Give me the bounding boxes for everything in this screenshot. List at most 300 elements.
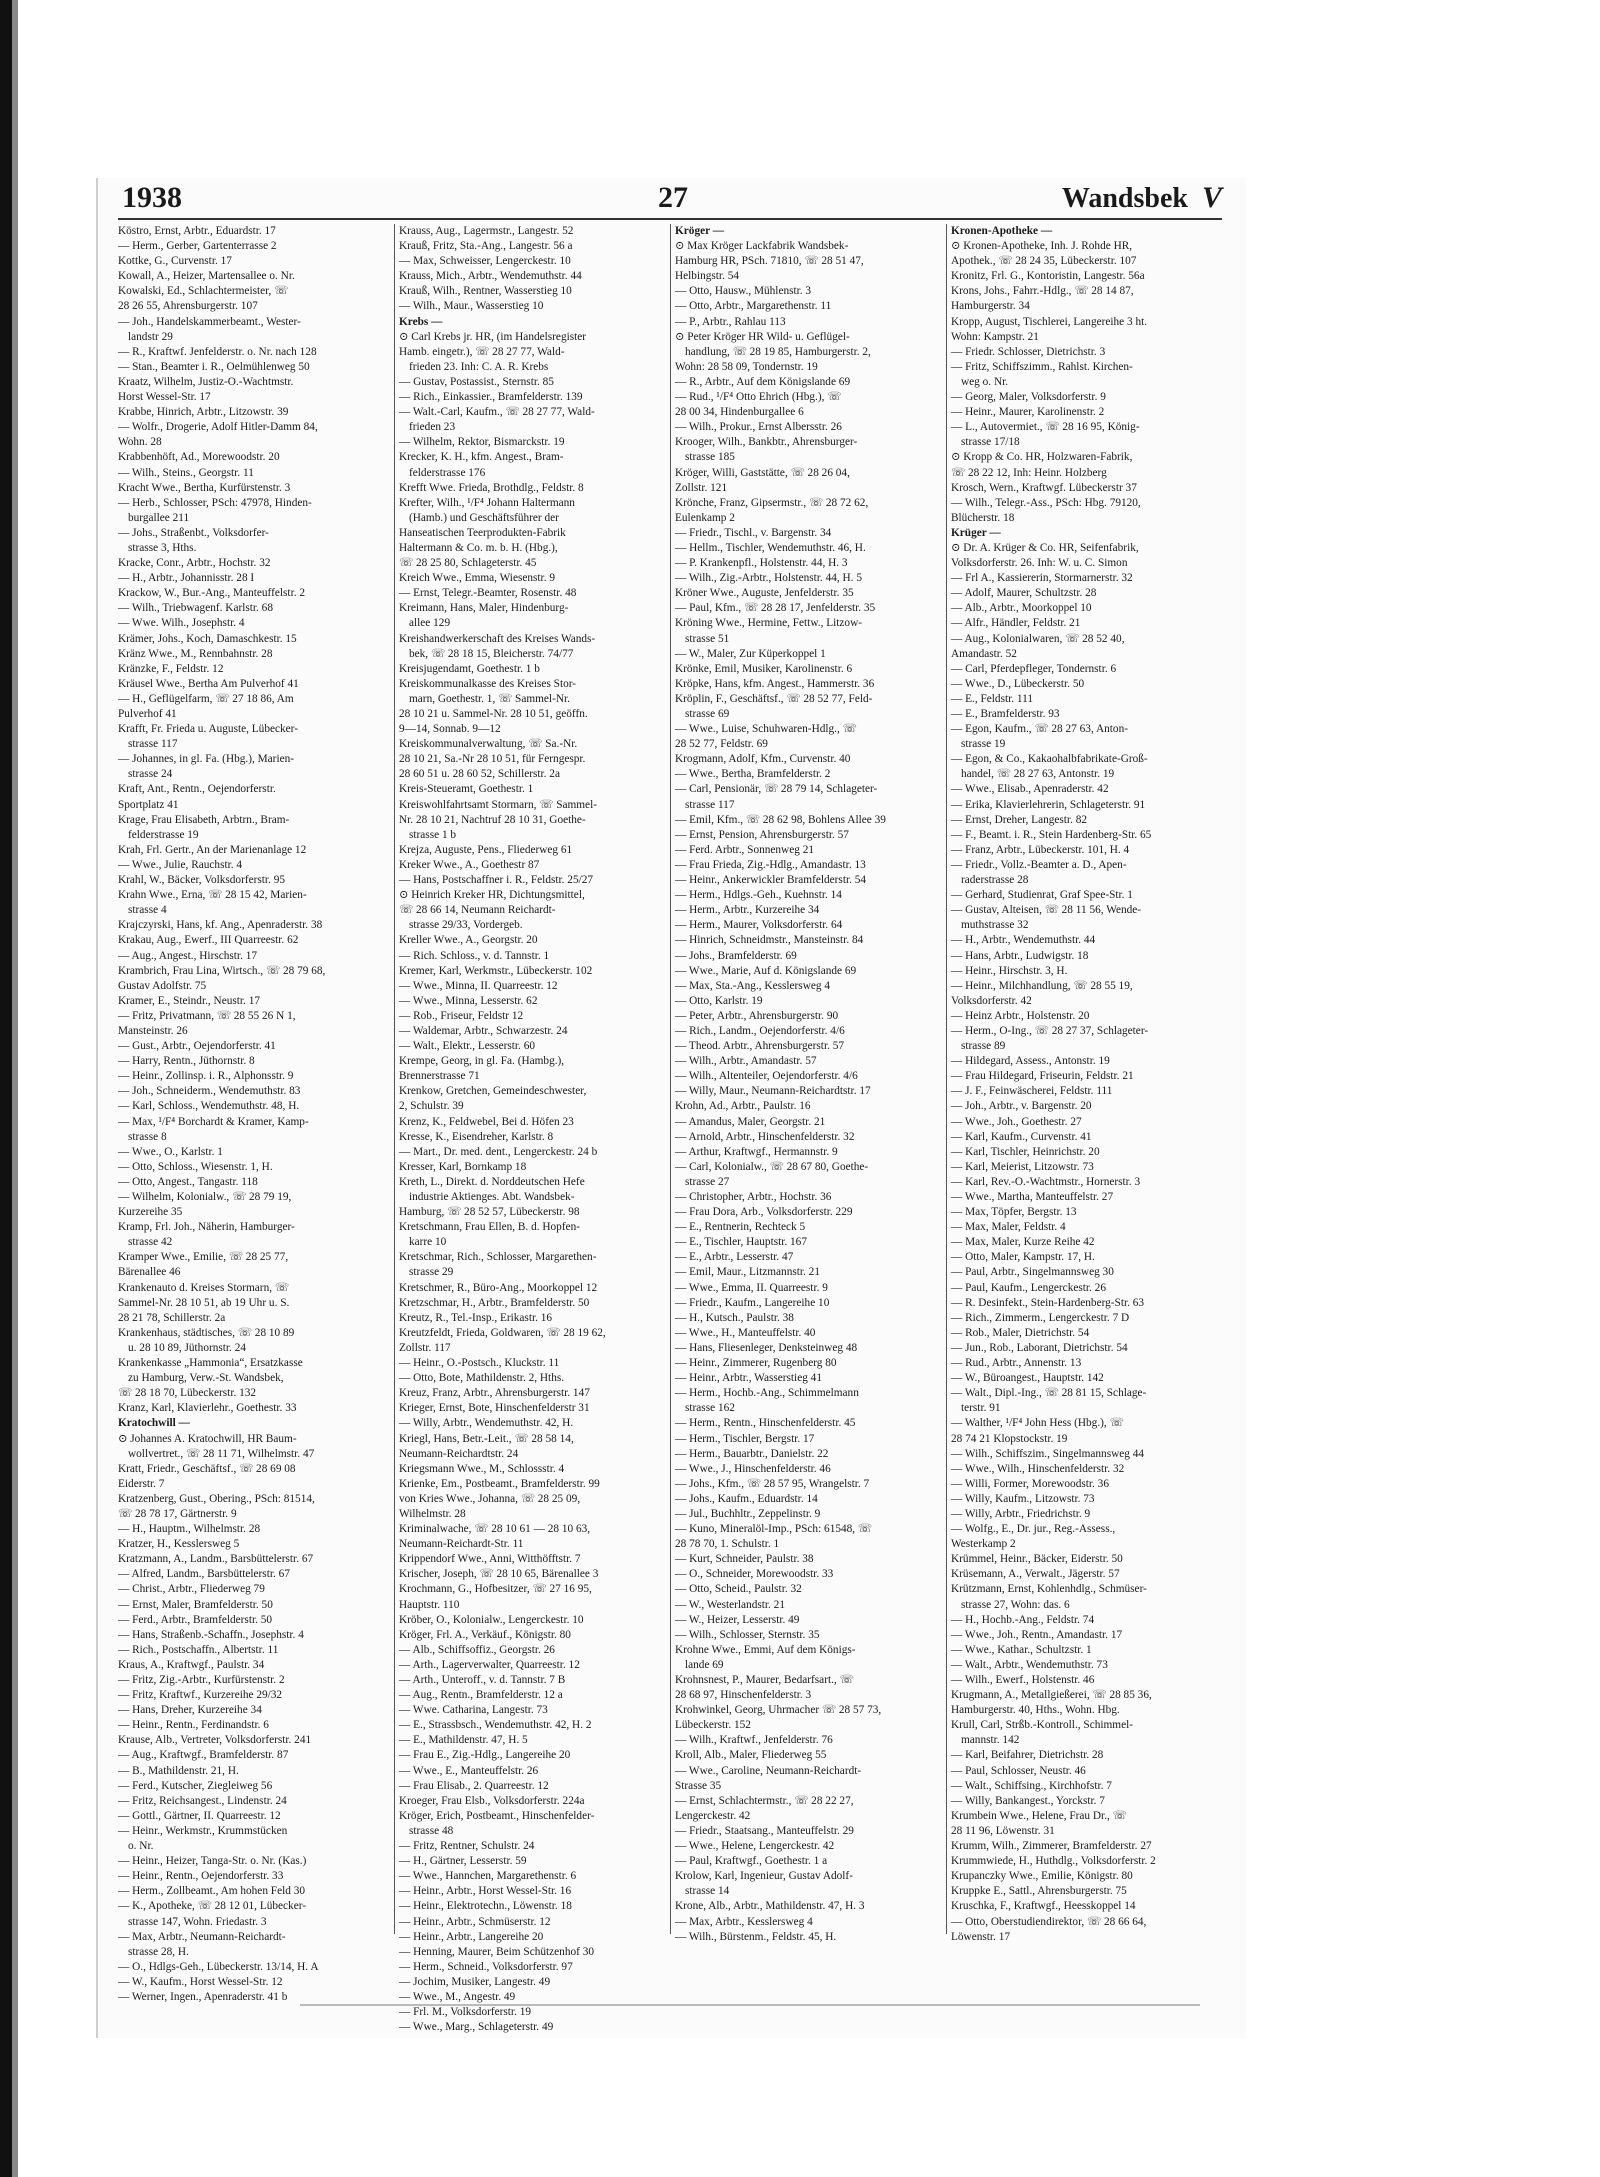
directory-entry-line: — Heinr., Arbtr., Langereihe 20 [399,1930,544,1943]
directory-entry-line: 28 68 97, Hinschenfelderstr. 3 [675,1689,812,1702]
directory-entry-line: Krummwiede, H., Huthdlg., Volksdorferstr. 2 [951,1855,1156,1868]
directory-entry-line: Krefft Wwe. Frieda, Brothdlg., Feldstr. 8 [399,481,584,494]
directory-entry-line: — Wwe., Wilh., Hinschenfelderstr. 32 [951,1462,1125,1475]
directory-entry-line: strasse 14 [685,1885,730,1898]
directory-entry-line: Haltermann & Co. m. b. H. (Hbg.), [399,541,558,554]
directory-entry-line: — Ernst, Dreher, Langestr. 82 [951,813,1088,826]
directory-entry-line: Pulverhof 41 [118,708,177,720]
directory-entry-line: Kröger, Frl. A., Verkäuf., Königstr. 80 [399,1628,571,1641]
directory-entry-line: Kraus, A., Kraftwgf., Paulstr. 34 [118,1658,265,1671]
directory-entry-line: Krolow, Karl, Ingenieur, Gustav Adolf- [675,1870,853,1883]
directory-entry-line: allee 129 [409,617,451,630]
directory-entry-line: — Theod. Arbtr., Ahrensburgerstr. 57 [675,1040,845,1053]
directory-entry-line: Krönke, Emil, Musiker, Karolinenstr. 6 [675,662,853,675]
directory-entry-line: — Wwe., Helene, Lengerckestr. 42 [675,1840,835,1853]
directory-entry-line: — Paul, Kaufm., Lengerckestr. 26 [951,1281,1106,1294]
directory-entry-line: Krienke, Em., Postbeamt., Bramfelderstr. 99 [399,1477,600,1490]
directory-entry-line: 28 74 21 Klopstockstr. 19 [951,1432,1068,1445]
volume-mark: V [1201,181,1222,214]
directory-entry-line: — Otto, Schloss., Wiesenstr. 1, H. [118,1160,273,1173]
directory-entry-line: Krauss, Mich., Arbtr., Wendemuthstr. 44 [399,270,582,283]
directory-entry-line: Kruschka, F., Kraftwgf., Heesskoppel 14 [951,1900,1136,1913]
directory-entry-line: — Wilh., Zig.-Arbtr., Holstenstr. 44, H. 5 [675,572,862,585]
directory-entry-line: — Otto, Hausw., Mühlenstr. 3 [675,285,812,298]
directory-entry-line: — Hellm., Tischler, Wendemuthstr. 46, H. [675,541,866,554]
directory-entry-line: — Rich. Schloss., v. d. Tannstr. 1 [399,949,550,962]
directory-entry-line: — Max, ¹/F⁴ Borchardt & Kramer, Kamp- [118,1115,309,1128]
directory-entry-line: — H., Hochb.-Ang., Feldstr. 74 [951,1613,1095,1626]
directory-entry-line: — Walther, ¹/F⁴ John Hess (Hbg.), ☏ [951,1417,1124,1430]
directory-entry-line: 28 78 70, 1. Schulstr. 1 [675,1538,780,1551]
directory-entry-line: — Heinr., Maurer, Karolinenstr. 2 [951,406,1105,419]
directory-entry-line: — Egon, & Co., Kakaohalbfabrikate-Groß- [951,753,1148,766]
directory-entry-line: Kröber, O., Kolonialw., Lengerckestr. 10 [399,1613,584,1626]
directory-entry-line: — Aug., Kolonialwaren, ☏ 28 52 40, [951,632,1125,645]
directory-entry-line: Horst Wessel-Str. 17 [118,391,211,404]
directory-entry-line: — F., Beamt. i. R., Stein Hardenberg-Str. 65 [951,828,1152,841]
directory-entry-line: — H., Geflügelfarm, ☏ 27 18 86, Am [118,692,294,705]
directory-entry-line: Kreimann, Hans, Maler, Hindenburg- [399,602,569,615]
directory-entry-line: — P. Krankenpfl., Holstenstr. 44, H. 3 [675,557,848,570]
directory-entry-line: Kreisjugendamt, Goethestr. 1 b [399,662,540,675]
directory-entry-line: strasse 19 [961,738,1006,751]
directory-entry-line: von Kries Wwe., Johanna, ☏ 28 25 09, [399,1492,581,1505]
directory-entry-line: Kreuz, Franz, Arbtr., Ahrensburgerstr. 147 [399,1387,590,1400]
directory-entry-line: ⊙ Max Kröger Lackfabrik Wandsbek- [675,240,849,253]
directory-entry-line: Kröplin, F., Geschäftsf., ☏ 28 52 77, Feld- [675,692,873,705]
directory-entry-line: — Walt.-Carl, Kaufm., ☏ 28 27 77, Wald- [399,406,595,419]
directory-entry-line: — Heinr., Werkmstr., Krummstücken [118,1824,288,1837]
directory-entry-line: Kröner Wwe., Auguste, Jenfelderstr. 35 [675,587,854,600]
directory-entry-line: — Heinr., Hirschstr. 3, H. [951,964,1068,977]
directory-entry-line: — H., Hauptm., Wilhelmstr. 28 [118,1523,261,1536]
directory-entry-line: — Wwe., Julie, Rauchstr. 4 [118,858,243,871]
directory-entry-line: — H., Kutsch., Paulstr. 38 [675,1311,794,1324]
directory-entry-line: Krohn, Ad., Arbtr., Paulstr. 16 [675,1100,811,1113]
directory-entry-line: — Gerhard, Studienrat, Graf Spee-Str. 1 [951,889,1133,902]
directory-entry-line: — E., Feldstr. 111 [951,692,1034,705]
directory-entry-line: — Willy, Kaufm., Litzowstr. 73 [951,1492,1095,1505]
directory-entry-line: ⊙ Kropp & Co. HR, Holzwaren-Fabrik, [951,451,1133,464]
directory-entry-line: 28 52 77, Feldstr. 69 [675,738,768,751]
directory-entry-line: — Arth., Lagerverwalter, Quarreestr. 12 [399,1658,580,1671]
directory-entry-line: — Wilhelm, Rektor, Bismarckstr. 19 [399,436,565,449]
directory-entry-line: — Ernst, Maler, Bramfelderstr. 50 [118,1598,273,1611]
page-header [122,181,1222,215]
directory-entry-line: Kräusel Wwe., Bertha Am Pulverhof 41 [118,677,299,690]
directory-entry-line: — W., Büroangest., Hauptstr. 142 [951,1372,1104,1385]
directory-entry-line: Köstro, Ernst, Arbtr., Eduardstr. 17 [118,225,276,237]
directory-entry-line: — Heinr., Arbtr., Schmüserstr. 12 [399,1915,551,1928]
directory-entry-line: — Frau Frieda, Zig.-Hdlg., Amandastr. 13 [675,858,866,871]
directory-entry-line: — Willy, Arbtr., Wendemuthstr. 42, H. [399,1417,574,1430]
directory-entry-line: Krah, Frl. Gertr., An der Marienanlage 12 [118,843,307,856]
directory-entry-line: — E., Tischler, Hauptstr. 167 [675,1236,807,1249]
directory-entry-line: — Wilh., Prokur., Ernst Albersstr. 26 [675,421,842,434]
directory-entry-line: — Herm., Hdlgs.-Geh., Kuehnstr. 14 [675,889,842,902]
directory-entry-line: Krooger, Wilh., Bankbtr., Ahrensburger- [675,436,858,449]
directory-entry-line: Krause, Alb., Vertreter, Volksdorferstr. 241 [118,1734,312,1747]
directory-entry-line: lande 69 [685,1658,724,1671]
directory-entry-line: Kröger, Willi, Gaststätte, ☏ 28 26 04, [675,466,850,479]
directory-entry-line: Löwenstr. 17 [951,1930,1010,1943]
directory-entry-line: Krosch, Wern., Kraftwgf. Lübeckerstr 37 [951,481,1137,494]
directory-entry-line: — Wwe., E., Manteuffelstr. 26 [399,1764,539,1777]
directory-entry-line: Apothek., ☏ 28 24 35, Lübeckerstr. 107 [951,255,1137,268]
directory-entry-line: — Stan., Beamter i. R., Oelmühlenweg 50 [118,360,310,373]
directory-entry-line: — Otto, Angest., Tangastr. 118 [118,1175,258,1188]
directory-entry-line: Neumann-Reichardtstr. 24 [399,1447,519,1460]
directory-entry-line: — Fritz, Kraftwf., Kurzereihe 29/32 [118,1689,283,1702]
directory-entry-line: — H., Arbtr., Wendemuthstr. 44 [951,934,1096,947]
directory-entry-line: — Wolfg., E., Dr. jur., Reg.-Assess., [951,1523,1116,1536]
directory-entry-line: Kruppke E., Sattl., Ahrensburgerstr. 75 [951,1885,1127,1898]
directory-entry-line: ⊙ Peter Kröger HR Wild- u. Geflügel- [675,330,850,343]
directory-entry-line: Krupanczky Wwe., Emilie, Königstr. 80 [951,1870,1133,1883]
directory-entry-line: Kremer, Karl, Werkmstr., Lübeckerstr. 102 [399,964,593,977]
directory-entry-line: — Joh., Handelskammerbeamt., Wester- [118,315,301,328]
directory-entry-line: Kramp, Frl. Joh., Näherin, Hamburger- [118,1221,295,1234]
directory-entry-line: — Walt., Arbtr., Wendemuthstr. 73 [951,1658,1108,1671]
directory-entry-line: ⊙ Johannes A. Kratochwill, HR Baum- [118,1432,297,1445]
directory-entry-line: Blücherstr. 18 [951,511,1015,524]
directory-entry-line: Volksdorferstr. 42 [951,994,1032,1007]
directory-entry-line: Krümmel, Heinr., Bäcker, Eiderstr. 50 [951,1553,1123,1566]
directory-entry-line: — Erika, Klavierlehrerin, Schlageterstr. 91 [951,798,1146,811]
directory-entry-line: — Paul, Arbtr., Singelmannsweg 30 [951,1266,1114,1279]
directory-entry-line: — Wilh., Arbtr., Amandastr. 57 [675,1055,817,1068]
directory-entry-line: 28 26 55, Ahrensburgerstr. 107 [118,300,258,313]
directory-entry-line: Kreiskommunalkasse des Kreises Stor- [399,677,577,690]
directory-entry-line: — Wwe., J., Hinschenfelderstr. 46 [675,1462,831,1475]
directory-entry-line: Krützmann, Ernst, Kohlenhdlg., Schmüser- [951,1583,1147,1596]
directory-entry-line: — Johs., Bramfelderstr. 69 [675,949,797,962]
directory-entry-line: strasse 117 [685,798,735,811]
directory-entry-line: landstr 29 [128,330,173,343]
directory-entry-line: — Heinr., Zimmerer, Rugenberg 80 [675,1357,837,1370]
directory-entry-line: — Wwe., Elisab., Apenraderstr. 42 [951,783,1109,796]
directory-entry-line: — Hans, Dreher, Kurzereihe 34 [118,1704,262,1717]
directory-entry-line: Kreiskommunalverwaltung, ☏ Sa.-Nr. [399,738,578,751]
directory-entry-line: 28 00 34, Hindenburgallee 6 [675,406,804,419]
directory-entry-line: Kracht Wwe., Bertha, Kurfürstenstr. 3 [118,481,291,494]
directory-entry-line: Kretzschmar, H., Arbtr., Bramfelderstr. 50 [399,1296,590,1309]
directory-entry-line: strasse 117 [128,738,178,751]
directory-entry-line: felderstrasse 19 [128,828,199,841]
directory-entry-line: Lübeckerstr. 152 [675,1719,751,1732]
directory-entry-line: Krankenkasse „Hammonia“, Ersatzkasse [118,1357,303,1370]
directory-entry-line: — Karl, Meierist, Litzowstr. 73 [951,1160,1094,1173]
directory-entry-line: — Wwe. Catharina, Langestr. 73 [399,1704,548,1717]
directory-column-3 [670,224,943,1943]
directory-entry-line: Kurzereihe 35 [118,1206,183,1219]
directory-entry-line: Kracke, Conr., Arbtr., Hochstr. 32 [118,557,271,570]
directory-entry-line: — Wwe. Wilh., Josephstr. 4 [118,617,245,630]
directory-entry-line: Lengerckestr. 42 [675,1809,751,1822]
directory-entry-line: Hanseatischen Teerprodukten-Fabrik [399,526,566,539]
scan-edge-gray [12,0,18,2177]
directory-entry-line: — Gustav, Postassist., Sternstr. 85 [399,375,554,388]
directory-entry-line: — Ferd., Kutscher, Ziegleiweg 56 [118,1779,273,1792]
directory-entry-line: — Carl, Pferdepfleger, Tondernstr. 6 [951,662,1117,675]
directory-entry-line: — Friedr., Tischl., v. Bargenstr. 34 [675,526,832,539]
directory-entry-line: — Alfred, Landm., Barsbüttelerstr. 67 [118,1568,290,1581]
directory-entry-line: Kreishandwerkerschaft des Kreises Wands- [399,632,596,645]
directory-entry-line: Wohn. 28 [118,436,162,449]
directory-entry-line: Krefter, Wilh., ¹/F⁴ Johann Haltermann [399,496,575,509]
directory-entry-line: Eulenkamp 2 [675,511,735,524]
directory-entry-line: strasse 27, Wohn: das. 6 [961,1598,1070,1611]
directory-entry-line: — Wilh., Kraftwf., Jenfelderstr. 76 [675,1734,833,1747]
directory-entry-line: — Gust., Arbtr., Oejendorferstr. 41 [118,1040,276,1053]
directory-entry-line: Kronen-Apotheke — [951,225,1053,237]
directory-entry-line: — Herm., O-Ing., ☏ 28 27 37, Schlageter- [951,1024,1149,1037]
directory-entry-line: — Herm., Rentn., Hinschenfelderstr. 45 [675,1417,856,1430]
directory-entry-line: — Karl, Tischler, Heinrichstr. 20 [951,1145,1100,1158]
directory-entry-line: strasse 27 [685,1175,730,1188]
place-name: Wandsbek [1061,183,1188,214]
page-year: 1938 [122,181,182,214]
directory-entry-line: — E., Arbtr., Lesserstr. 47 [675,1251,794,1264]
directory-entry-line: — Ferd. Arbtr., Sonnenweg 21 [675,843,815,856]
directory-entry-line: Nr. 28 10 21, Nachtruf 28 10 31, Goethe- [399,813,586,826]
directory-entry-line: — Ernst, Pension, Ahrensburgerstr. 57 [675,828,849,841]
directory-entry-line: Krahl, W., Bäcker, Volksdorferstr. 95 [118,874,285,887]
directory-entry-line: Zollstr. 121 [675,481,728,494]
directory-entry-line: — Jul., Buchhltr., Zeppelinstr. 9 [675,1507,821,1520]
directory-entry-line: strasse 48 [409,1824,454,1837]
directory-entry-line: — Heinr., O.-Postsch., Kluckstr. 11 [399,1357,560,1370]
directory-entry-line: — Wwe., Luise, Schuhwaren-Hdlg., ☏ [675,723,857,736]
directory-entry-line: Hamburg, ☏ 28 52 57, Lübeckerstr. 98 [399,1206,580,1219]
directory-entry-line: — P., Arbtr., Rahlau 113 [675,315,786,328]
directory-entry-line: Kramper Wwe., Emilie, ☏ 28 25 77, [118,1251,289,1264]
directory-entry-line: Wohn: Kampstr. 21 [951,330,1039,343]
directory-column-4 [946,224,1219,1943]
directory-entry-line: — W., Kaufm., Horst Wessel-Str. 12 [118,1975,283,1988]
directory-entry-line: — R., Kraftwf. Jenfelderstr. o. Nr. nach 128 [118,345,317,358]
directory-entry-line: — O., Hdlgs-Geh., Lübeckerstr. 13/14, H. A [118,1960,319,1973]
directory-entry-line: — Rob., Maler, Dietrichstr. 54 [951,1326,1090,1339]
directory-entry-line: Gustav Adolfstr. 75 [118,979,207,992]
directory-entry-line: strasse 69 [685,708,730,720]
directory-entry-line: — J. F., Feinwäscherei, Feldstr. 111 [951,1085,1113,1098]
directory-entry-line: — Walt., Elektr., Lesserstr. 60 [399,1040,535,1053]
directory-entry-line: — Wwe., Hannchen, Margarethenstr. 6 [399,1870,577,1883]
directory-entry-line: frieden 23 [409,421,456,434]
directory-entry-line: — Wwe., Martha, Manteuffelstr. 27 [951,1191,1114,1203]
directory-entry-line: — Heinr., Elektrotechn., Löwenstr. 18 [399,1900,572,1913]
directory-entry-line: — Franz, Arbtr., Lübeckerstr. 101, H. 4 [951,843,1130,856]
scan-edge-dark [0,0,12,2177]
directory-entry-line: terstr. 91 [961,1402,1001,1415]
directory-entry-line: Krenz, K., Feldwebel, Bei d. Höfen 23 [399,1115,574,1128]
directory-entry-line: — Karl, Rev.-O.-Wachtmstr., Hornerstr. 3 [951,1175,1141,1188]
directory-entry-line: Kreis-Steueramt, Goethestr. 1 [399,783,534,796]
directory-entry-line: Kronitz, Frl. G., Kontoristin, Langestr. 56a [951,270,1145,283]
footer-rule [300,2004,1200,2006]
directory-entry-line: Bärenallee 46 [118,1266,181,1279]
directory-entry-line: — Hinrich, Schneidmstr., Mansteinstr. 84 [675,934,864,947]
directory-entry-line: — R., Arbtr., Auf dem Königslande 69 [675,375,851,388]
directory-entry-line: Kratochwill — [118,1417,190,1430]
directory-entry-line: — Fritz, Schiffszimm., Rahlst. Kirchen- [951,360,1133,373]
directory-entry-line: — E., Rentnerin, Rechteck 5 [675,1221,806,1234]
directory-entry-line: — H., Gärtner, Lesserstr. 59 [399,1855,527,1868]
directory-entry-line: Krafft, Fr. Frieda u. Auguste, Lübecker- [118,723,298,736]
directory-entry-line: Krebs — [399,315,443,328]
directory-entry-line: — B., Mathildenstr. 21, H. [118,1764,239,1777]
directory-entry-line: Kreiswohlfahrtsamt Stormarn, ☏ Sammel- [399,798,597,811]
directory-entry-line: Krecker, K. H., kfm. Angest., Bram- [399,451,564,464]
directory-entry-line: — Heinr., Arbtr., Horst Wessel-Str. 16 [399,1885,572,1898]
directory-entry-line: Kriminalwache, ☏ 28 10 61 — 28 10 63, [399,1523,591,1536]
directory-entry-line: Kretschmann, Frau Ellen, B. d. Hopfen- [399,1221,581,1234]
directory-entry-line: — K., Apotheke, ☏ 28 12 01, Lübecker- [118,1900,307,1913]
directory-entry-line: Kriegsmann Wwe., M., Schlossstr. 4 [399,1462,565,1475]
directory-entry-line: Hamb. eingetr.), ☏ 28 27 77, Wald- [399,345,565,358]
directory-entry-line: strasse 42 [128,1236,173,1249]
directory-entry-line: Krüger — [951,526,1001,539]
directory-entry-line: — Alb., Arbtr., Moorkoppel 10 [951,602,1092,615]
directory-entry-line: Kröpke, Hans, kfm. Angest., Hammerstr. 36 [675,677,875,690]
directory-entry-line: — Heinr., Heizer, Tanga-Str. o. Nr. (Kas.) [118,1855,307,1868]
directory-entry-line: Krempe, Georg, in gl. Fa. (Hambg.), [399,1055,565,1068]
directory-entry-line: — Wwe., Kathar., Schultzstr. 1 [951,1643,1092,1656]
directory-entry-line: Krauß, Fritz, Sta.-Ang., Langestr. 56 a [399,240,573,253]
directory-entry-line: Kratt, Friedr., Geschäftsf., ☏ 28 69 08 [118,1462,296,1475]
directory-entry-line: felderstrasse 176 [409,466,486,479]
directory-entry-line: — E., Strassbsch., Wendemuthstr. 42, H. 2 [399,1719,592,1732]
directory-entry-line: — Ferd., Arbtr., Bramfelderstr. 50 [118,1613,273,1626]
directory-entry-line: strasse 28, H. [128,1945,189,1958]
directory-entry-line: Sportplatz 41 [118,798,179,811]
directory-entry-line: strasse 162 [685,1402,735,1415]
directory-entry-line: Krabbe, Hinrich, Arbtr., Litzowstr. 39 [118,406,289,419]
directory-entry-line: Krochmann, G., Hofbesitzer, ☏ 27 16 95, [399,1583,592,1596]
directory-entry-line: — Herm., Bauarbtr., Danielstr. 22 [675,1447,829,1460]
directory-entry-line: — Wwe., O., Karlstr. 1 [118,1145,223,1158]
directory-entry-line: — Carl, Pensionär, ☏ 28 79 14, Schlageter- [675,783,878,796]
directory-entry-line: — Frau Elisab., 2. Quarreestr. 12 [399,1779,549,1792]
directory-entry-line: — Wilh., Schlosser, Sternstr. 35 [675,1628,820,1641]
directory-entry-line: Krohne Wwe., Emmi, Auf dem Königs- [675,1643,856,1656]
directory-entry-line: Krull, Carl, Strßb.-Kontroll., Schimmel- [951,1719,1133,1732]
directory-entry-line: — Friedr. Schlosser, Dietrichstr. 3 [951,345,1106,358]
directory-entry-line: 9—14, Sonnab. 9—12 [399,723,501,736]
directory-entry-line: 2, Schulstr. 39 [399,1100,464,1113]
directory-entry-line: strasse 185 [685,451,735,464]
directory-entry-line: strasse 3, Hths. [128,541,197,554]
directory-entry-line: Krejza, Auguste, Pens., Fliederweg 61 [399,843,573,856]
directory-entry-line: — Wilh., Altenteiler, Oejendorferstr. 4/6 [675,1070,858,1083]
directory-entry-line: Krämer, Johs., Koch, Damaschkestr. 15 [118,632,297,645]
directory-entry-line: Kröger, Erich, Postbeamt., Hinschenfelder- [399,1809,595,1822]
directory-entry-line: — Herm., Schneid., Volksdorferstr. 97 [399,1960,573,1973]
directory-entry-line: — Rich., Postschaffn., Albertstr. 11 [118,1643,279,1656]
directory-entry-line: — Frl A., Kassiererin, Stormarnerstr. 32 [951,572,1133,585]
directory-entry-line: — Hans, Arbtr., Ludwigstr. 18 [951,949,1089,962]
directory-entry-line: Kraatz, Wilhelm, Justiz-O.-Wachtmstr. [118,375,294,388]
directory-entry-line: Kroeger, Frau Elsb., Volksdorferstr. 224a [399,1794,585,1807]
directory-entry-line: Kröger — [675,225,725,237]
directory-entry-line: Krankenauto d. Kreises Stormarn, ☏ [118,1281,289,1294]
directory-entry-line: Kresse, K., Eisendreher, Karlstr. 8 [399,1130,554,1143]
directory-entry-line: — Rich., Landm., Oejendorferstr. 4/6 [675,1024,845,1037]
directory-entry-line: — Jun., Rob., Laborant, Dietrichstr. 54 [951,1341,1128,1354]
directory-entry-line: 28 10 21, Sa.-Nr 28 10 51, für Ferngespr. [399,753,586,766]
directory-entry-line: — Heinr., Rentn., Ferdinandstr. 6 [118,1719,269,1732]
directory-entry-line: strasse 8 [128,1130,167,1143]
directory-entry-line: wollvertret., ☏ 28 11 71, Wilhelmstr. 47 [128,1447,315,1460]
directory-entry-line: Krone, Alb., Arbtr., Mathildenstr. 47, H. 3 [675,1900,865,1913]
directory-entry-line: Krönche, Franz, Gipsermstr., ☏ 28 72 62, [675,496,869,509]
directory-entry-line: — Wwe., Bertha, Bramfelderstr. 2 [675,768,831,781]
directory-entry-line: — W., Heizer, Lesserstr. 49 [675,1613,800,1626]
directory-entry-line: — Wwe., H., Manteuffelstr. 40 [675,1326,816,1339]
directory-entry-line: — Fritz, Reichsangest., Lindenstr. 24 [118,1794,287,1807]
directory-entry-line: — Max, Maler, Kurze Reihe 42 [951,1236,1095,1249]
directory-entry-line: — Heinr., Ankerwickler Bramfelderstr. 54 [675,874,867,887]
directory-entry-line: — Frau E., Zig.-Hdlg., Langereihe 20 [399,1749,571,1762]
directory-entry-line: Krohnsnest, P., Maurer, Bedarfsart., ☏ [675,1674,854,1686]
directory-entry-line: weg o. Nr. [961,375,1009,388]
directory-entry-line: — Heinr., Arbtr., Wasserstieg 41 [675,1372,822,1385]
directory-entry-line: strasse 29/33, Vordergeb. [409,919,523,932]
directory-entry-line: Krankenhaus, städtisches, ☏ 28 10 89 [118,1326,295,1339]
directory-entry-line: Kretschmer, R., Büro-Ang., Moorkoppel 12 [399,1281,598,1294]
directory-entry-line: Kränzke, F., Feldstr. 12 [118,662,224,675]
directory-entry-line: — Arthur, Kraftwgf., Hermannstr. 9 [675,1145,838,1158]
directory-entry-line: — Max, Sta.-Ang., Kesslersweg 4 [675,979,830,992]
directory-entry-line: Krüsemann, A., Verwalt., Jägerstr. 57 [951,1568,1120,1581]
directory-entry-line: — H., Arbtr., Johannisstr. 28 I [118,572,255,585]
directory-entry-line: — Rich., Einkassier., Bramfelderstr. 139 [399,391,583,404]
directory-entry-line: — E., Bramfelderstr. 93 [951,708,1060,720]
directory-entry-line: raderstrasse 28 [961,874,1029,887]
directory-entry-line: — Wilh., Schiffszim., Singelmannsweg 44 [951,1447,1145,1460]
directory-entry-line: ⊙ Dr. A. Krüger & Co. HR, Seifenfabrik, [951,541,1139,554]
directory-entry-line: 28 21 78, Schillerstr. 2a [118,1311,226,1324]
directory-entry-line: — Wilh., Bürstenm., Feldstr. 45, H. [675,1930,837,1943]
directory-entry-line: — Karl, Kaufm., Curvenstr. 41 [951,1130,1092,1143]
directory-entry-line: — Kurt, Schneider, Paulstr. 38 [675,1553,814,1566]
directory-entry-line: Volksdorferstr. 26. Inh: W. u. C. Simon [951,557,1128,570]
directory-entry-line: — Aug., Kraftwgf., Bramfelderstr. 87 [118,1749,289,1762]
directory-entry-line: Mansteinstr. 26 [118,1024,188,1037]
directory-entry-line: Krogmann, Adolf, Kfm., Curvenstr. 40 [675,753,851,766]
directory-entry-line: — Johs., Kaufm., Eduardstr. 14 [675,1492,818,1505]
directory-entry-line: — Max, Töpfer, Bergstr. 13 [951,1206,1077,1219]
directory-entry-line: — Hildegard, Assess., Antonstr. 19 [951,1055,1110,1068]
directory-entry-line: Kramer, E., Steindr., Neustr. 17 [118,994,260,1007]
directory-entry-line: Krackow, W., Bur.-Ang., Manteuffelstr. 2 [118,587,305,600]
page-number: 27 [658,181,688,214]
directory-entry-line: Wilhelmstr. 28 [399,1507,466,1520]
directory-entry-line: Kriegl, Hans, Betr.-Leit., ☏ 28 58 14, [399,1432,574,1445]
directory-entry-line: — Hans, Straßenb.-Schaffn., Josephstr. 4 [118,1628,304,1641]
directory-entry-line: Sammel-Nr. 28 10 51, ab 19 Uhr u. S. [118,1296,290,1309]
directory-entry-line: — Henning, Maurer, Beim Schützenhof 30 [399,1945,595,1958]
directory-column-1 [118,224,386,2003]
directory-column-2 [394,224,667,2034]
directory-entry-line: — Paul, Schlosser, Neustr. 46 [951,1764,1086,1777]
directory-entry-line: — O., Schneider, Morewoodstr. 33 [675,1568,834,1581]
directory-entry-line: — Alb., Schiffsoffiz., Georgstr. 26 [399,1643,555,1656]
directory-entry-line: strasse 29 [409,1266,454,1279]
directory-entry-line: 28 10 21 u. Sammel-Nr. 28 10 51, geöffn. [399,708,588,720]
directory-entry-line: — Wwe., Marg., Schlageterstr. 49 [399,2021,554,2034]
